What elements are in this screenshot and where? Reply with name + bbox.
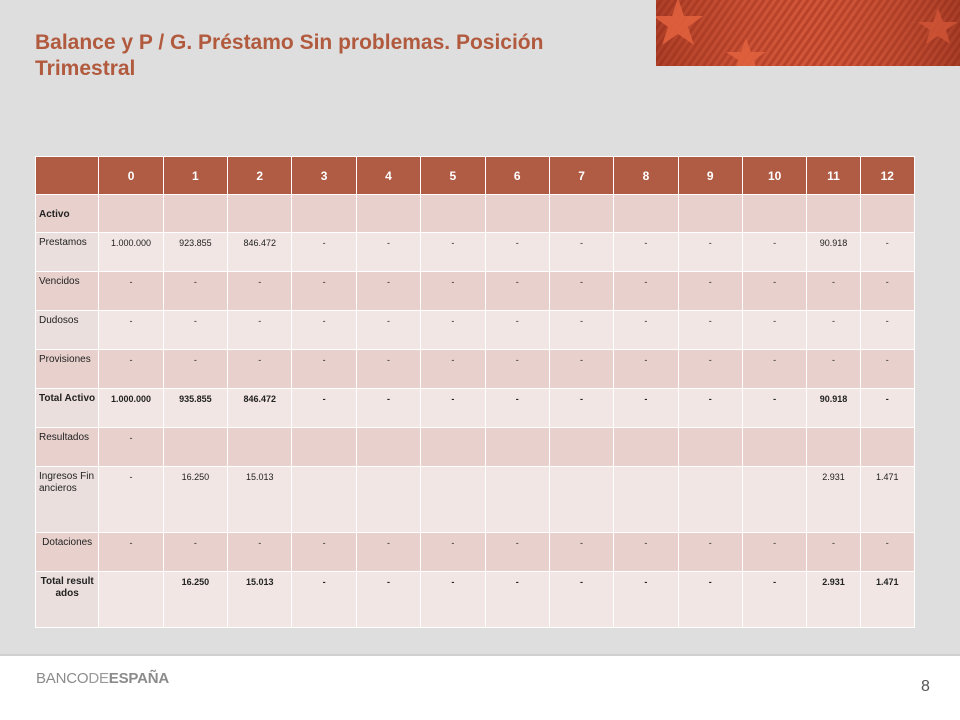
table-cell: - — [485, 350, 549, 389]
table-row — [36, 272, 915, 311]
table-cell — [678, 467, 742, 533]
header-cell: 11 — [807, 157, 860, 195]
table-cell: - — [421, 533, 485, 572]
balance-table — [35, 156, 915, 628]
table-cell: 846.472 — [228, 389, 292, 428]
table-cell: - — [742, 533, 806, 572]
table-cell: - — [860, 533, 914, 572]
table-cell: - — [421, 311, 485, 350]
table-cell: 2.931 — [807, 572, 860, 628]
table-row — [36, 533, 915, 572]
table-cell: - — [228, 533, 292, 572]
table-cell: - — [860, 272, 914, 311]
table-cell: - — [549, 533, 613, 572]
table-cell: - — [485, 233, 549, 272]
table-cell: - — [742, 350, 806, 389]
table-row — [36, 467, 915, 533]
table-cell — [549, 467, 613, 533]
row-label: Vencidos — [36, 272, 99, 311]
table-cell: - — [549, 311, 613, 350]
table-cell: - — [356, 533, 420, 572]
table-cell — [742, 428, 806, 467]
table-cell: - — [228, 350, 292, 389]
table-cell: - — [807, 350, 860, 389]
header-cell: 12 — [860, 157, 914, 195]
table-cell: - — [485, 533, 549, 572]
table-row — [36, 311, 915, 350]
table-cell: 923.855 — [163, 233, 227, 272]
header-cell: 3 — [292, 157, 356, 195]
table-cell: 16.250 — [163, 467, 227, 533]
slide-title: Balance y P / G. Préstamo Sin problemas. Posición Trimestral — [35, 31, 544, 80]
row-label: Total Activo — [36, 389, 99, 428]
table-cell: - — [485, 389, 549, 428]
table-cell — [860, 428, 914, 467]
table-cell: - — [678, 389, 742, 428]
table-cell: - — [678, 311, 742, 350]
table-cell: - — [860, 233, 914, 272]
row-label: Dotaciones — [36, 533, 99, 572]
table-cell: - — [421, 389, 485, 428]
table-cell: - — [614, 533, 678, 572]
table-cell: - — [742, 572, 806, 628]
header-cell: 1 — [163, 157, 227, 195]
table-cell: - — [163, 533, 227, 572]
table-cell — [421, 467, 485, 533]
table-cell — [485, 428, 549, 467]
header-cell: 4 — [356, 157, 420, 195]
row-label: Total resultados — [36, 572, 99, 628]
table-row — [36, 233, 915, 272]
table-cell: - — [807, 272, 860, 311]
table-cell — [742, 195, 806, 233]
table-cell — [356, 467, 420, 533]
header-cell: 0 — [99, 157, 163, 195]
table-cell: - — [549, 350, 613, 389]
row-label: Dudosos — [36, 311, 99, 350]
table-cell: 1.000.000 — [99, 233, 163, 272]
table-cell: - — [485, 272, 549, 311]
table-cell: - — [99, 350, 163, 389]
table-cell: 90.918 — [807, 233, 860, 272]
table-cell — [860, 195, 914, 233]
table-cell — [549, 428, 613, 467]
table-cell: 1.471 — [860, 572, 914, 628]
table-cell: - — [742, 389, 806, 428]
table-cell: - — [421, 572, 485, 628]
table-cell: 1.471 — [860, 467, 914, 533]
flag-decoration-image — [656, 0, 960, 66]
footer-divider — [0, 654, 960, 656]
table-row — [36, 350, 915, 389]
table-cell: - — [742, 272, 806, 311]
table-cell — [292, 467, 356, 533]
table-cell — [99, 195, 163, 233]
table-cell: - — [678, 233, 742, 272]
table-cell: - — [549, 272, 613, 311]
table-cell: - — [356, 572, 420, 628]
table-cell — [228, 195, 292, 233]
table-cell: - — [742, 311, 806, 350]
header-cell: 10 — [742, 157, 806, 195]
table-cell — [549, 195, 613, 233]
table-cell: - — [614, 233, 678, 272]
table-cell — [742, 467, 806, 533]
table-cell: - — [807, 311, 860, 350]
header-cell: 6 — [485, 157, 549, 195]
table-cell — [356, 195, 420, 233]
table-cell — [614, 428, 678, 467]
table-cell: - — [860, 311, 914, 350]
table-cell — [163, 428, 227, 467]
table-cell: - — [292, 389, 356, 428]
table-row — [36, 389, 915, 428]
table-cell: - — [292, 311, 356, 350]
table-cell: - — [163, 350, 227, 389]
table-cell: - — [549, 572, 613, 628]
table-cell: - — [678, 272, 742, 311]
table-cell: - — [356, 311, 420, 350]
table-cell: - — [614, 389, 678, 428]
table-cell — [228, 428, 292, 467]
row-label: Provisiones — [36, 350, 99, 389]
table-cell: - — [163, 311, 227, 350]
logo-part: ESPAÑA — [108, 670, 169, 687]
table-cell: - — [421, 272, 485, 311]
table-cell: - — [292, 533, 356, 572]
table-cell: - — [99, 311, 163, 350]
logo-part: BANCO — [36, 670, 89, 687]
table-cell: - — [228, 272, 292, 311]
table-row — [36, 572, 915, 628]
table-cell: - — [292, 272, 356, 311]
header-cell: 8 — [614, 157, 678, 195]
row-label: Resultados — [36, 428, 99, 467]
banco-de-espana-logo — [36, 670, 169, 687]
header-row — [36, 157, 915, 195]
table-cell: - — [292, 350, 356, 389]
table-cell — [421, 195, 485, 233]
table-cell: 2.931 — [807, 467, 860, 533]
header-cell: 9 — [678, 157, 742, 195]
table-cell: - — [807, 533, 860, 572]
table-cell: 16.250 — [163, 572, 227, 628]
table-cell: - — [421, 350, 485, 389]
table-cell — [807, 195, 860, 233]
logo-part: DE — [88, 670, 109, 687]
table-cell — [292, 195, 356, 233]
table-cell — [678, 428, 742, 467]
table-cell: - — [485, 572, 549, 628]
table-cell: - — [678, 572, 742, 628]
table-cell: - — [292, 233, 356, 272]
table-cell: - — [99, 533, 163, 572]
table-cell: - — [99, 467, 163, 533]
table-cell: - — [163, 272, 227, 311]
table-cell — [356, 428, 420, 467]
row-label: Prestamos — [36, 233, 99, 272]
table-cell: - — [99, 272, 163, 311]
table-cell — [807, 428, 860, 467]
table-cell: - — [742, 233, 806, 272]
table-cell: - — [292, 572, 356, 628]
table-cell: - — [614, 272, 678, 311]
table-cell: - — [678, 350, 742, 389]
table-cell: 935.855 — [163, 389, 227, 428]
table-cell — [421, 428, 485, 467]
table-cell: - — [356, 233, 420, 272]
star-flag-icon — [656, 0, 960, 66]
table-cell: - — [614, 311, 678, 350]
table-cell — [163, 195, 227, 233]
table-cell: - — [614, 350, 678, 389]
table-cell: - — [485, 311, 549, 350]
table-cell: 846.472 — [228, 233, 292, 272]
table-cell — [485, 195, 549, 233]
table-cell: 90.918 — [807, 389, 860, 428]
table-cell: - — [549, 389, 613, 428]
table-cell: - — [228, 311, 292, 350]
table-cell: - — [356, 389, 420, 428]
row-label: Activo — [36, 195, 99, 233]
table-cell — [292, 428, 356, 467]
table-cell: 1.000.000 — [99, 389, 163, 428]
table-cell: - — [614, 572, 678, 628]
table-cell: 15.013 — [228, 467, 292, 533]
table-cell: - — [860, 389, 914, 428]
table-cell: 15.013 — [228, 572, 292, 628]
table-cell — [99, 572, 163, 628]
header-cell — [36, 157, 99, 195]
table-cell: - — [99, 428, 163, 467]
table-cell: - — [860, 350, 914, 389]
header-cell: 5 — [421, 157, 485, 195]
table-cell — [485, 467, 549, 533]
table-cell — [678, 195, 742, 233]
table-cell: - — [549, 233, 613, 272]
page-number: 8 — [921, 678, 930, 695]
row-label: Ingresos Financieros — [36, 467, 99, 533]
table-cell: - — [421, 233, 485, 272]
header-cell: 2 — [228, 157, 292, 195]
table-row — [36, 195, 915, 233]
table-cell: - — [678, 533, 742, 572]
table-cell — [614, 195, 678, 233]
table-row — [36, 428, 915, 467]
header-cell: 7 — [549, 157, 613, 195]
table-cell: - — [356, 272, 420, 311]
table-cell — [614, 467, 678, 533]
table-cell: - — [356, 350, 420, 389]
